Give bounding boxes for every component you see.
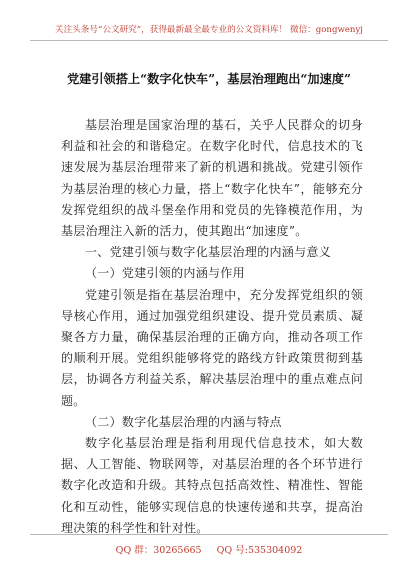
footer-qq-number: QQ 号:535304092 — [216, 545, 303, 556]
subsection-heading-1: （一）党建引领的内涵与作用 — [85, 266, 245, 281]
page-footer — [30, 534, 388, 558]
document-title: 党建引领搭上“数字化快车”，基层治理跑出“加速度” — [67, 72, 351, 86]
document-body — [61, 115, 363, 539]
footer-divider — [30, 534, 388, 535]
subsection-heading-2: （二）数字化基层治理的内涵与特点 — [85, 414, 282, 429]
paragraph-party-leadership: 党建引领是指在基层治理中，充分发挥党组织的领导核心作用，通过加强党组织建设、提升党员素质、凝聚各方力量，确保基层治理的正确方向，推动各项工作的顺利开展。党组织能够将党的路线方针政策贯彻到基层，协调各方利益关系，解决基层治理中的重点难点问题。 — [61, 287, 363, 408]
header-promo-text: 关注头条号“公文研究”，获得最新最全最专业的公文资料库！ 微信：gongwenyj — [55, 25, 363, 35]
paragraph-intro: 基层治理是国家治理的基石，关乎人民群众的切身利益和社会的和谐稳定。在数字化时代，信息技术的飞速发展为基层治理带来了新的机遇和挑战。党建引领作为基层治理的核心力量，搭上“数字化快车”，能够充分发挥党组织的战斗堡垒作用和党员的先锋模范作用，为基层治理注入新的活力，使其跑出“加速度”。 — [61, 118, 363, 239]
page-header — [30, 0, 388, 41]
paragraph-digital-governance: 数字化基层治理是指利用现代信息技术，如大数据、人工智能、物联网等，对基层治理的各个环节进行数字化改造和升级。其特点包括高效性、精准性、智能化和互动性，能够实现信息的快速传递和共享，提高治理决策的科学性和针对性。 — [61, 436, 363, 535]
footer-contact — [30, 542, 388, 556]
section-heading-1: 一、党建引领与数字化基层治理的内涵与意义 — [85, 245, 332, 260]
footer-qq-group: QQ 群：30265665 — [115, 545, 202, 556]
